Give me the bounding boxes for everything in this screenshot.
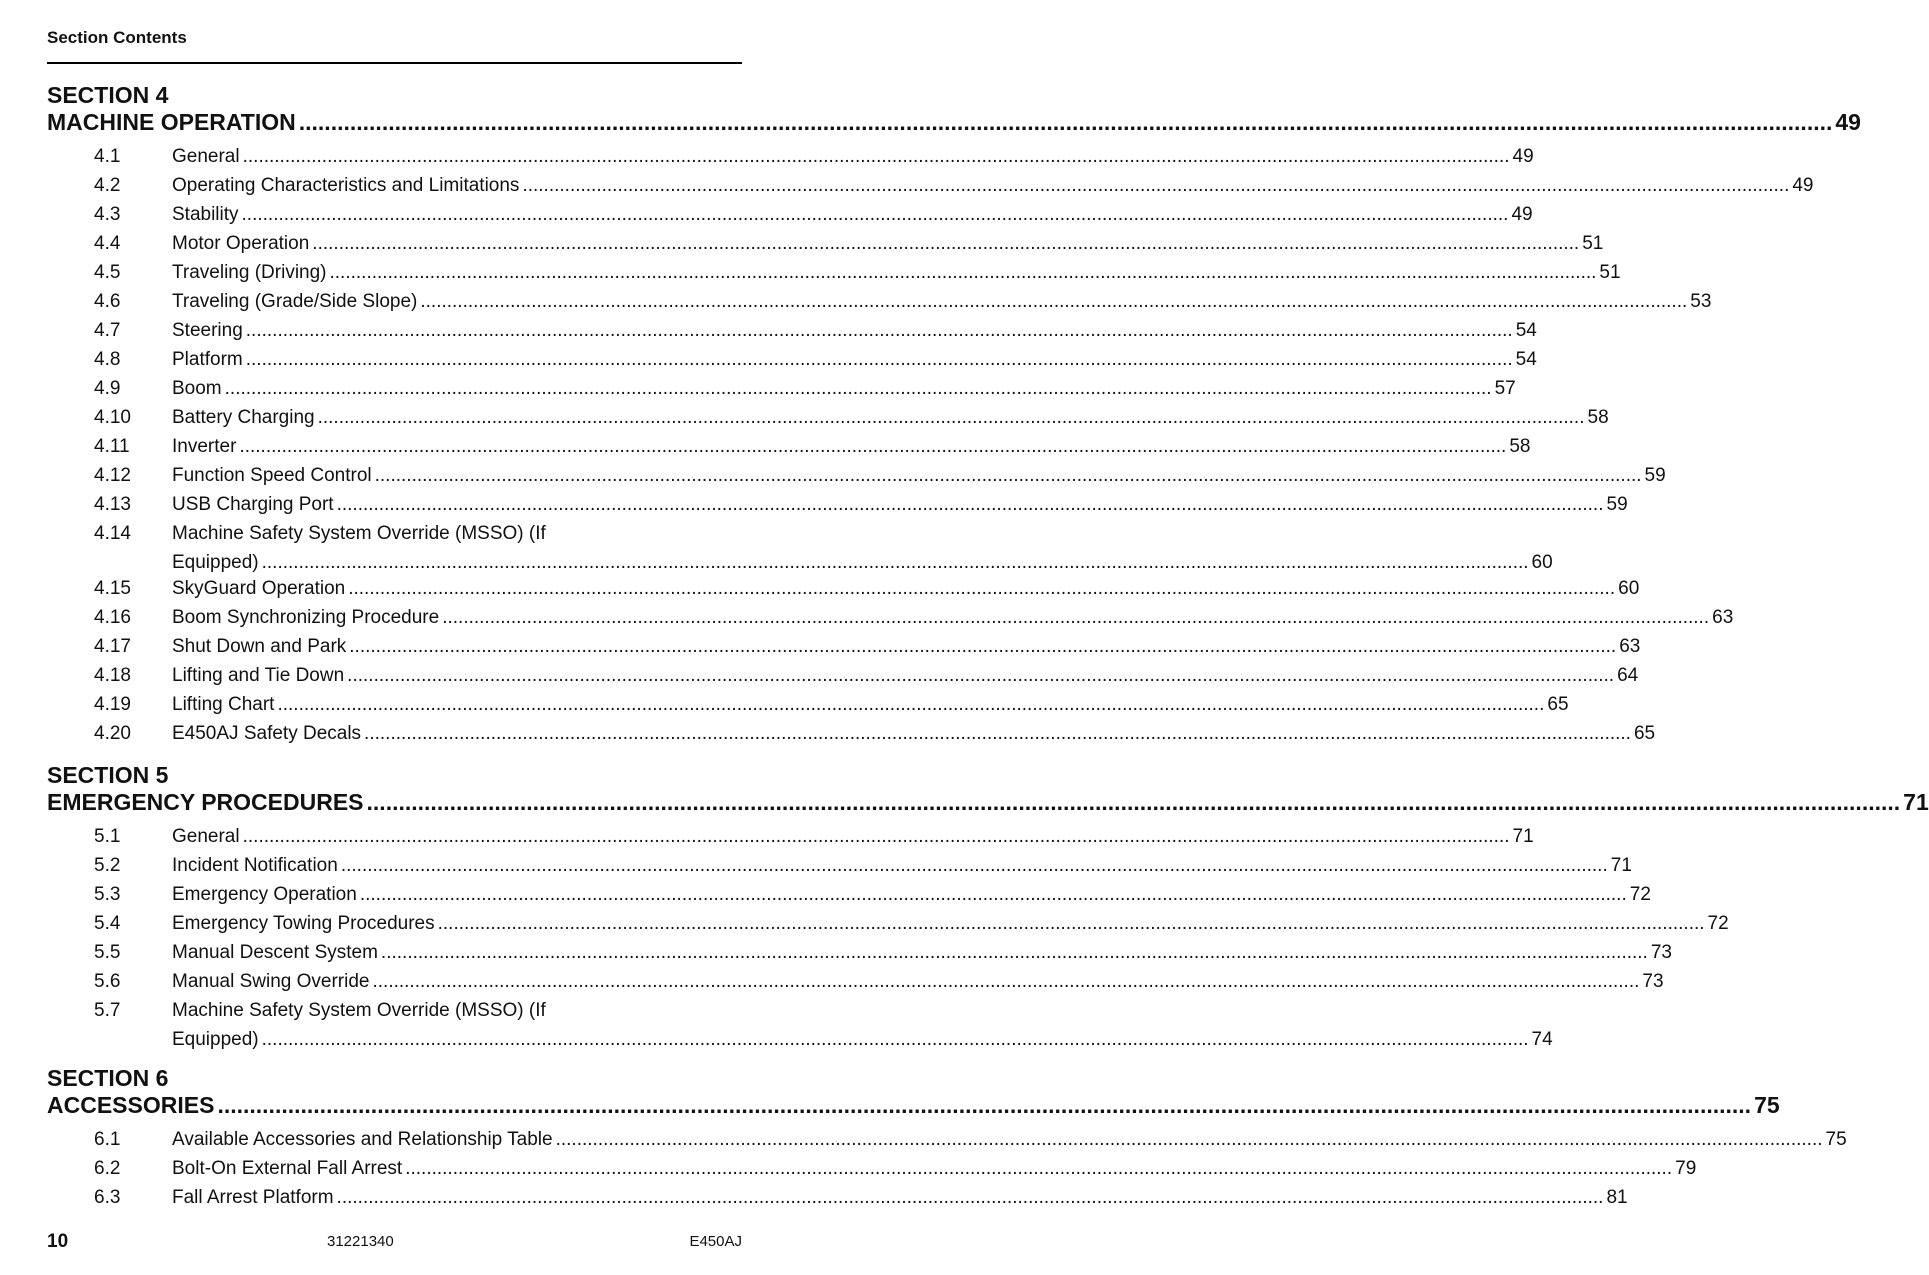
- entry-title-continued: Equipped): [172, 552, 259, 573]
- entry-number: 4.9: [94, 378, 121, 399]
- toc-entry[interactable]: [47, 574, 1640, 603]
- toc-entry[interactable]: [47, 996, 1553, 1051]
- toc-entry[interactable]: [47, 345, 1537, 374]
- section-title-row[interactable]: [47, 789, 1929, 816]
- entry-title: Steering: [172, 320, 243, 341]
- entry-page-number: 74: [1531, 1029, 1553, 1050]
- entry-page-number: 51: [1599, 262, 1621, 283]
- entry-title: Stability: [172, 204, 239, 225]
- entry-line: [172, 938, 1672, 967]
- entry-number: 4.3: [94, 204, 121, 225]
- dot-leader: [239, 432, 1506, 461]
- entry-title: Manual Swing Override: [172, 971, 370, 992]
- entry-number: 4.17: [94, 636, 131, 657]
- dot-leader: [438, 909, 1705, 938]
- entry-body: [172, 690, 1569, 719]
- entry-line: [172, 432, 1530, 461]
- entry-title: General: [172, 826, 240, 847]
- toc-entry[interactable]: [47, 1125, 1847, 1154]
- entry-number: 5.7: [94, 1000, 121, 1021]
- entry-body: [172, 661, 1638, 690]
- entry-line: [172, 851, 1632, 880]
- entry-number: 4.16: [94, 607, 131, 628]
- entry-body: [172, 996, 1553, 1051]
- entry-line: [172, 909, 1729, 938]
- dot-leader: [243, 822, 1510, 851]
- entry-page-number: 53: [1690, 291, 1712, 312]
- entry-title-continued: Equipped): [172, 1029, 259, 1050]
- entry-line: [172, 374, 1516, 403]
- entry-page-number: 63: [1619, 636, 1641, 657]
- entry-body: [172, 603, 1733, 632]
- entry-body: [172, 632, 1640, 661]
- dot-leader: [242, 200, 1509, 229]
- entry-title: Machine Safety System Override (MSSO) (If: [172, 1000, 546, 1021]
- entry-number: 4.20: [94, 723, 131, 744]
- entry-body: [172, 1183, 1628, 1212]
- entry-page-number: 57: [1494, 378, 1516, 399]
- dot-leader: [262, 1029, 1529, 1051]
- toc-entry[interactable]: [47, 661, 1639, 690]
- entry-number: 6.1: [94, 1129, 121, 1150]
- dot-leader: [246, 316, 1513, 345]
- section-title-row[interactable]: [47, 109, 1861, 136]
- dot-leader: [375, 461, 1642, 490]
- entry-page-number: 60: [1618, 578, 1640, 599]
- entry-page-number: 71: [1610, 855, 1632, 876]
- entry-number: 5.4: [94, 913, 121, 934]
- entry-title: Platform: [172, 349, 243, 370]
- section-number: SECTION 4: [47, 82, 169, 108]
- entry-body: [172, 287, 1711, 316]
- entry-title: Inverter: [172, 436, 237, 457]
- dot-leader: [405, 1154, 1672, 1183]
- entry-line: [172, 403, 1609, 432]
- toc-entry[interactable]: [47, 632, 1641, 661]
- entry-page-number: 49: [1512, 146, 1534, 167]
- toc-entry[interactable]: [47, 403, 1609, 432]
- entry-page-number: 63: [1712, 607, 1734, 628]
- footer-model: E450AJ: [689, 1233, 742, 1250]
- entry-number: 4.10: [94, 407, 131, 428]
- entry-page-number: 73: [1650, 942, 1672, 963]
- entry-line: [172, 1125, 1847, 1154]
- footer-doc-number: 31221340: [327, 1233, 394, 1250]
- entry-line: [172, 574, 1639, 603]
- entry-page-number: 72: [1629, 884, 1651, 905]
- toc-entry[interactable]: [47, 909, 1729, 938]
- dot-leader: [299, 109, 1833, 136]
- entry-number: 4.15: [94, 578, 131, 599]
- entry-line: [172, 229, 1603, 258]
- entry-title: Shut Down and Park: [172, 636, 347, 657]
- entry-line: [172, 632, 1640, 661]
- entry-number: 4.6: [94, 291, 121, 312]
- entry-body: [172, 142, 1534, 171]
- dot-leader: [243, 142, 1510, 171]
- entry-number: 6.2: [94, 1158, 121, 1179]
- entry-line: [172, 171, 1814, 200]
- entry-title: Incident Notification: [172, 855, 338, 876]
- entry-page-number: 59: [1644, 465, 1666, 486]
- entry-body: [172, 851, 1632, 880]
- entry-title: Battery Charging: [172, 407, 315, 428]
- dot-leader: [381, 938, 1648, 967]
- dot-leader: [372, 967, 1639, 996]
- entry-page-number: 81: [1606, 1187, 1628, 1208]
- section-title: MACHINE OPERATION: [47, 109, 296, 135]
- entry-line: [172, 1025, 1553, 1051]
- toc-entry[interactable]: [47, 1183, 1628, 1212]
- entry-line: [172, 1154, 1696, 1183]
- entry-page-number: 72: [1707, 913, 1729, 934]
- entry-page-number: 79: [1675, 1158, 1697, 1179]
- dot-leader: [217, 1092, 1751, 1119]
- entry-number: 5.5: [94, 942, 121, 963]
- entry-page-number: 54: [1515, 349, 1537, 370]
- toc-entry[interactable]: [47, 287, 1712, 316]
- entry-page-number: 73: [1642, 971, 1664, 992]
- toc-entry[interactable]: [47, 142, 1534, 171]
- entry-body: [172, 909, 1729, 938]
- entry-title: Lifting and Tie Down: [172, 665, 345, 686]
- entry-title: SkyGuard Operation: [172, 578, 346, 599]
- toc-entry[interactable]: [47, 603, 1734, 632]
- entry-body: [172, 519, 1553, 574]
- entry-page-number: 75: [1825, 1129, 1847, 1150]
- header-divider: [47, 62, 742, 64]
- entry-page-number: 59: [1606, 494, 1628, 515]
- entry-line: [172, 287, 1711, 316]
- entry-line: [172, 548, 1553, 574]
- toc-entry[interactable]: [47, 1154, 1697, 1183]
- dot-leader: [367, 789, 1901, 816]
- dot-leader: [277, 690, 1544, 719]
- toc-entry[interactable]: [47, 316, 1537, 345]
- dot-leader: [341, 851, 1608, 880]
- entry-body: [172, 171, 1814, 200]
- entry-number: 4.18: [94, 665, 131, 686]
- entry-line: [172, 661, 1638, 690]
- dot-leader: [442, 603, 1709, 632]
- entry-number: 6.3: [94, 1187, 121, 1208]
- toc-section: [47, 762, 1929, 1051]
- entry-number: 4.11: [94, 436, 130, 457]
- section-number: SECTION 6: [47, 1065, 169, 1091]
- entry-title: Motor Operation: [172, 233, 310, 254]
- entry-body: [172, 967, 1664, 996]
- entry-body: [172, 574, 1639, 603]
- section-title: ACCESSORIES: [47, 1092, 215, 1118]
- entry-number: 4.13: [94, 494, 131, 515]
- entry-title: Traveling (Driving): [172, 262, 327, 283]
- dot-leader: [522, 171, 1789, 200]
- dot-leader: [337, 490, 1604, 519]
- entry-body: [172, 258, 1621, 287]
- page-header-title: Section Contents: [47, 28, 187, 47]
- entry-page-number: 60: [1531, 552, 1553, 573]
- toc-entry[interactable]: [47, 967, 1664, 996]
- toc-entry[interactable]: [47, 490, 1628, 519]
- section-title-row[interactable]: [47, 1092, 1780, 1119]
- entry-number: 4.1: [94, 146, 121, 167]
- dot-leader: [556, 1125, 1823, 1154]
- section-number: SECTION 5: [47, 762, 169, 788]
- entry-title: Bolt-On External Fall Arrest: [172, 1158, 403, 1179]
- toc-entry[interactable]: [47, 374, 1516, 403]
- entry-line: [172, 142, 1534, 171]
- entry-body: [172, 403, 1609, 432]
- entry-line: [172, 258, 1621, 287]
- entry-number: 5.6: [94, 971, 121, 992]
- dot-leader: [246, 345, 1513, 374]
- entry-number: 4.14: [94, 523, 131, 544]
- entry-line: [172, 316, 1537, 345]
- toc-entry[interactable]: [47, 938, 1672, 967]
- entry-title: Traveling (Grade/Side Slope): [172, 291, 418, 312]
- entry-page-number: 51: [1582, 233, 1604, 254]
- entry-body: [172, 719, 1655, 748]
- entry-line: [172, 603, 1733, 632]
- dot-leader: [360, 880, 1627, 909]
- dot-leader: [337, 1183, 1604, 1212]
- entry-title: General: [172, 146, 240, 167]
- entry-line: [172, 461, 1666, 490]
- toc-entry[interactable]: [47, 258, 1621, 287]
- entry-number: 4.7: [94, 320, 121, 341]
- section-title: EMERGENCY PROCEDURES: [47, 789, 364, 815]
- toc-entry[interactable]: [47, 880, 1651, 909]
- entry-number: 4.2: [94, 175, 121, 196]
- footer-page-number: 10: [47, 1231, 69, 1252]
- entry-number: 4.12: [94, 465, 131, 486]
- entry-body: [172, 880, 1651, 909]
- dot-leader: [348, 574, 1615, 603]
- entry-body: [172, 1125, 1847, 1154]
- entry-title: E450AJ Safety Decals: [172, 723, 362, 744]
- entry-line: [172, 690, 1569, 719]
- toc-entry[interactable]: [47, 171, 1814, 200]
- entry-body: [172, 200, 1533, 229]
- entry-number: 4.8: [94, 349, 121, 370]
- entry-title: Emergency Operation: [172, 884, 357, 905]
- toc-entry[interactable]: [47, 851, 1632, 880]
- toc-section: [47, 1065, 1847, 1212]
- entry-title: Function Speed Control: [172, 465, 372, 486]
- entry-line: [172, 719, 1655, 748]
- table-of-contents: [47, 82, 1929, 1226]
- entry-title: Operating Characteristics and Limitations: [172, 175, 520, 196]
- entry-body: [172, 822, 1534, 851]
- toc-entry[interactable]: [47, 229, 1604, 258]
- dot-leader: [330, 258, 1597, 287]
- toc-entry[interactable]: [47, 690, 1569, 719]
- toc-entry[interactable]: [47, 822, 1534, 851]
- entry-page-number: 58: [1509, 436, 1531, 457]
- entry-number: 4.4: [94, 233, 121, 254]
- entry-page-number: 65: [1633, 723, 1656, 744]
- entry-title: USB Charging Port: [172, 494, 334, 515]
- entry-body: [172, 345, 1537, 374]
- entry-page-number: 49: [1792, 175, 1814, 196]
- entry-number: 4.5: [94, 262, 121, 283]
- entry-title: Boom Synchronizing Procedure: [172, 607, 440, 628]
- entry-body: [172, 490, 1628, 519]
- entry-page-number: 65: [1547, 694, 1569, 715]
- page-footer: [47, 1231, 742, 1255]
- entry-title: Machine Safety System Override (MSSO) (If: [172, 523, 546, 544]
- entry-page-number: 58: [1587, 407, 1609, 428]
- entry-number: 5.3: [94, 884, 121, 905]
- section-page-number: 49: [1835, 109, 1861, 135]
- section-page-number: 75: [1754, 1092, 1780, 1118]
- entry-body: [172, 374, 1516, 403]
- entry-line: [172, 1183, 1628, 1212]
- entry-line: [172, 490, 1628, 519]
- entry-page-number: 54: [1515, 320, 1537, 341]
- entry-body: [172, 938, 1672, 967]
- entry-body: [172, 1154, 1696, 1183]
- entry-number: 4.19: [94, 694, 131, 715]
- dot-leader: [347, 661, 1614, 690]
- section-page-number: 71: [1903, 789, 1929, 815]
- dot-leader: [318, 403, 1585, 432]
- entry-line: [172, 822, 1534, 851]
- entry-title: Fall Arrest Platform: [172, 1187, 334, 1208]
- toc-entry[interactable]: [47, 432, 1531, 461]
- toc-entry[interactable]: [47, 719, 1656, 748]
- dot-leader: [225, 374, 1492, 403]
- entry-title: Emergency Towing Procedures: [172, 913, 435, 934]
- dot-leader: [420, 287, 1687, 316]
- entry-body: [172, 461, 1666, 490]
- entry-line: [172, 345, 1537, 374]
- entry-page-number: 64: [1617, 665, 1639, 686]
- entry-page-number: 49: [1511, 204, 1533, 225]
- entry-line: [172, 880, 1651, 909]
- entry-line: [172, 200, 1533, 229]
- entry-title: Manual Descent System: [172, 942, 378, 963]
- entry-number: 5.2: [94, 855, 121, 876]
- dot-leader: [262, 552, 1529, 574]
- entry-title: Lifting Chart: [172, 694, 275, 715]
- dot-leader: [364, 719, 1631, 748]
- entry-page-number: 71: [1512, 826, 1534, 847]
- toc-entry[interactable]: [47, 200, 1533, 229]
- entry-body: [172, 316, 1537, 345]
- entry-body: [172, 432, 1530, 461]
- entry-number: 5.1: [94, 826, 121, 847]
- toc-entry[interactable]: [47, 461, 1666, 490]
- entry-body: [172, 229, 1603, 258]
- dot-leader: [312, 229, 1579, 258]
- entry-title: Available Accessories and Relationship Table: [172, 1129, 553, 1150]
- dot-leader: [349, 632, 1616, 661]
- toc-section: [47, 82, 1861, 748]
- entry-title: Boom: [172, 378, 222, 399]
- entry-line: [172, 967, 1664, 996]
- toc-entry[interactable]: [47, 519, 1553, 574]
